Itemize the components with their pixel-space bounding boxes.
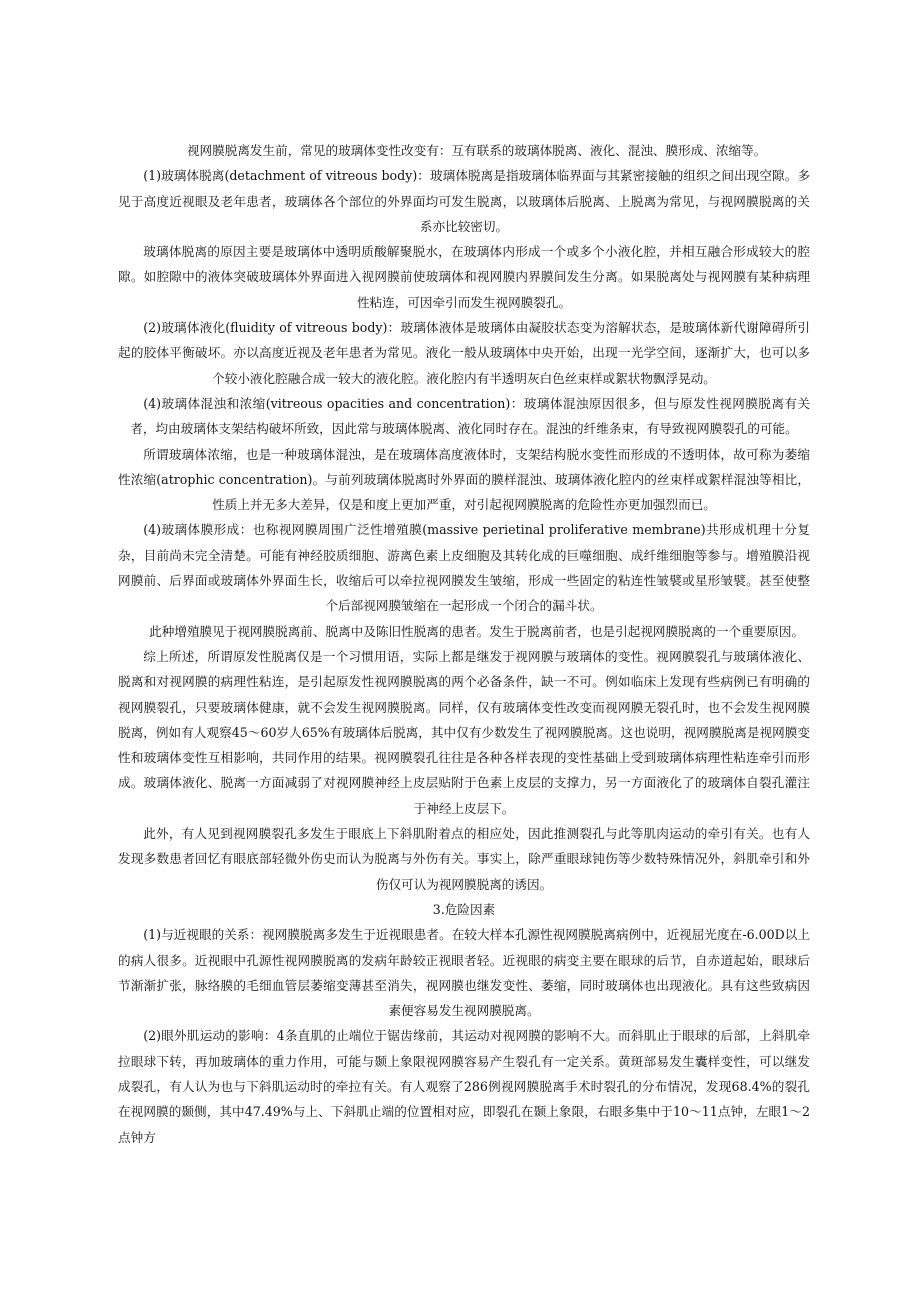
section-heading: 3.危险因素 bbox=[432, 901, 496, 917]
paragraph-concentration: 所谓玻璃体浓缩，也是一种玻璃体混浊，是在玻璃体高度液体时，支架结构脱水变性而形成的不透明体，故可称为萎缩性浓缩(atrophic concentration)。与前列玻璃体脱离时外界面的膜样混浊、玻璃体液化腔内的丝束样或絮样混浊等相比，性质上并无多大差异，仅是和度上更加严重，对引起视网膜脱离的危险性亦更加强烈而已。 bbox=[118, 446, 810, 513]
paragraph-detachment-cause: 玻璃体脱离的原因主要是玻璃体中透明质酸解聚脱水，在玻璃体内形成一个或多个小液化腔，并相互融合形成较大的腔隙。如腔隙中的液体突破玻璃体外界面进入视网膜前使玻璃体和视网膜内界膜间发生分离。如果脱离处与视网膜有某种病理性粘连，可因牵引而发生视网膜裂孔。 bbox=[118, 244, 810, 310]
paragraph-opacities: (4)玻璃体混浊和浓缩(vitreous opacities and concentration)：玻璃体混浊原因很多，但与原发性视网膜脱离有关者，均由玻璃体支架结构破坏所致，因此常与玻璃体脱离、液化同时存在。混浊的纤维条束，有导致视网膜裂孔的可能。 bbox=[130, 395, 810, 437]
paragraph-summary: 综上所述，所谓原发性脱离仅是一个习惯用语，实际上都是继发于视网膜与玻璃体的变性。视网膜裂孔与玻璃体液化、脱离和对视网膜的病理性粘连，是引起原发性视网膜脱离的两个必备条件，缺一不可。例如临床上发现有些病例已有明确的视网膜裂孔，只要玻璃体健康，就不会发生视网膜脱离。同样，仅有玻璃体变性改变而视网膜无裂孔时，也不会发生视网膜脱离，例如有人观察45～60岁人65%有玻璃体后脱离，其中仅有少数发生了视网膜脱离。这也说明，视网膜脱离是视网膜变性和玻璃体变性互相影响，共同作用的结果。视网膜裂孔往往是各种各样表现的变性基础上受到玻璃体病理性粘连牵引而形成。玻璃体液化、脱离一方面减弱了对视网膜神经上皮层贴附于色素上皮层的支撑力，另一方面液化了的玻璃体自裂孔灌注于神经上皮层下。 bbox=[118, 648, 810, 816]
paragraph-oblique-muscle: 此外，有人见到视网膜裂孔多发生于眼底上下斜肌附着点的相应处，因此推测裂孔与此等肌肉运动的牵引有关。也有人发现多数患者回忆有眼底部轻微外伤史而认为脱离与外伤有关。事实上，除严重眼球钝伤等少数特殊情况外，斜肌牵引和外伤仅可认为视网膜脱离的诱因。 bbox=[118, 826, 810, 892]
paragraph-intro: 视网膜脱离发生前，常见的玻璃体变性改变有：互有联系的玻璃体脱离、液化、混浊、膜形成、浓缩等。 bbox=[186, 143, 767, 158]
paragraph-extraocular-muscle: (2)眼外肌运动的影响：4条直肌的止端位于锯齿缘前，其运动对视网膜的影响不大。而斜肌止于眼球的后部，上斜肌牵拉眼球下转，再加玻璃体的重力作用，可能与颞上象限视网膜容易产生裂孔有一定关系。黄斑部易发生囊样变性，可以继发成裂孔，有人认为也与下斜肌运动时的牵拉有关。有人观察了286例视网膜脱离手术时裂孔的分布情况，发现68.4%的裂孔在视网膜的颞侧，其中47.49%与上、下斜肌止端的位置相对应，即裂孔在颞上象限，右眼多集中于10～11点钟，左眼1～2点钟方 bbox=[118, 1028, 810, 1145]
paragraph-vitreous-liquefaction: (2)玻璃体液化(fluidity of vitreous body)：玻璃体液体是玻璃体由凝胶状态变为溶解状态，是玻璃体新代谢障碍所引起的胶体平衡破坏。亦以高度近视及老年患者为常见。液化一般从玻璃体中央开始，出现一光学空间，逐渐扩大，也可以多个较小液化腔融合成一较大的液化腔。液化腔内有半透明灰白色丝束样或絮状物飘浮晃动。 bbox=[118, 320, 810, 386]
paragraph-vitreous-detachment: (1)玻璃体脱离(detachment of vitreous body)：玻璃体脱离是指玻璃体临界面与其紧密接触的组织之间出现空隙。多见于高度近视眼及老年患者，玻璃体各个部位的外界面均可发生脱离，以玻璃体后脱离、上脱离为常见，与视网膜脱离的关系亦比较密切。 bbox=[118, 168, 810, 234]
paragraph-proliferative-membrane: 此种增殖膜见于视网膜脱离前、脱离中及陈旧性脱离的患者。发生于脱离前者，也是引起视网膜脱离的一个重要原因。 bbox=[149, 623, 805, 639]
paragraph-membrane-formation: (4)玻璃体膜形成：也称视网膜周围广泛性增殖膜(massive perietinal proliferative membrane)共形成机理十分复杂，目前尚未完全清楚。可能有神经胶质细胞、游离色素上皮细胞及其转化成的巨噬细胞、成纤维细胞等参与。增殖膜沿视网膜前、后界面或玻璃体外界面生长，收缩后可以牵拉视网膜发生皱缩，形成一些固定的粘连性皱襞或星形皱襞。甚至使整个后部视网膜皱缩在一起形成一个闭合的漏斗状。 bbox=[118, 522, 810, 614]
paragraph-myopia: (1)与近视眼的关系：视网膜脱离多发生于近视眼患者。在较大样本孔源性视网膜脱离病例中，近视屈光度在-6.00D以上的病人很多。近视眼中孔源性视网膜脱离的发病年龄较正视眼者轻。近视眼的病变主要在眼球的后节，自赤道起始，眼球后节渐渐扩张，脉络膜的毛细血管层萎缩变薄甚至消失，视网膜也继发变性、萎缩，同时玻璃体也出现液化。具有这些致病因素便容易发生视网膜脱离。 bbox=[118, 927, 810, 1019]
